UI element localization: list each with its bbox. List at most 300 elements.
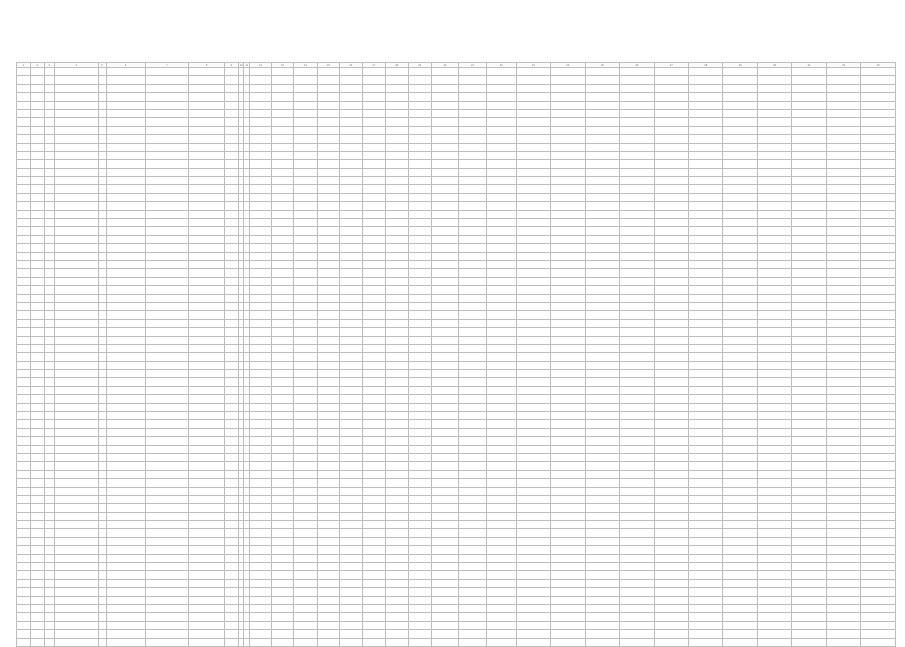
- table-cell: [317, 277, 339, 285]
- table-cell: [792, 605, 826, 613]
- table-cell: [585, 210, 619, 218]
- table-cell: [861, 378, 896, 386]
- table-cell: [339, 554, 362, 562]
- table-cell: [516, 269, 550, 277]
- table-cell: [486, 84, 516, 92]
- table-row: [17, 537, 896, 545]
- table-cell: [723, 395, 757, 403]
- table-cell: [408, 235, 431, 243]
- table-cell: [317, 529, 339, 537]
- table-cell: [585, 487, 619, 495]
- table-cell: [620, 470, 654, 478]
- table-cell: [317, 470, 339, 478]
- table-cell: [30, 395, 44, 403]
- table-cell: [826, 344, 860, 352]
- table-cell: [250, 302, 272, 310]
- table-cell: [54, 479, 98, 487]
- table-cell: [189, 168, 225, 176]
- table-cell: [459, 563, 487, 571]
- table-cell: [145, 143, 189, 151]
- table-cell: [654, 160, 688, 168]
- table-cell: [861, 630, 896, 638]
- table-cell: [44, 537, 54, 545]
- table-cell: [44, 554, 54, 562]
- table-cell: [408, 168, 431, 176]
- table-cell: [688, 529, 722, 537]
- table-cell: [224, 563, 238, 571]
- table-cell: [30, 286, 44, 294]
- table-cell: [30, 554, 44, 562]
- table-cell: [271, 84, 293, 92]
- table-cell: [271, 185, 293, 193]
- table-cell: [17, 495, 31, 503]
- table-cell: [224, 495, 238, 503]
- table-cell: [250, 613, 272, 621]
- table-cell: [826, 353, 860, 361]
- table-row: [17, 185, 896, 193]
- table-cell: [98, 403, 106, 411]
- table-cell: [98, 210, 106, 218]
- table-cell: [339, 185, 362, 193]
- table-cell: [362, 512, 385, 520]
- table-cell: [516, 235, 550, 243]
- table-cell: [861, 177, 896, 185]
- table-cell: [620, 101, 654, 109]
- table-cell: [145, 470, 189, 478]
- table-cell: [54, 219, 98, 227]
- table-cell: [585, 588, 619, 596]
- table-cell: [826, 286, 860, 294]
- table-cell: [145, 311, 189, 319]
- table-cell: [106, 227, 145, 235]
- table-cell: [189, 235, 225, 243]
- table-cell: [826, 177, 860, 185]
- table-cell: [826, 252, 860, 260]
- table-cell: [250, 403, 272, 411]
- table-cell: [145, 495, 189, 503]
- table-cell: [516, 336, 550, 344]
- table-cell: [106, 412, 145, 420]
- table-cell: [250, 260, 272, 268]
- table-cell: [106, 353, 145, 361]
- table-cell: [459, 269, 487, 277]
- table-cell: [293, 596, 317, 604]
- table-cell: [431, 277, 459, 285]
- table-cell: [620, 109, 654, 117]
- table-cell: [826, 596, 860, 604]
- table-cell: [654, 479, 688, 487]
- table-cell: [861, 588, 896, 596]
- table-row: [17, 563, 896, 571]
- table-cell: [585, 579, 619, 587]
- table-cell: [145, 412, 189, 420]
- table-cell: [250, 470, 272, 478]
- table-cell: [339, 563, 362, 571]
- table-cell: [98, 579, 106, 587]
- table-cell: [44, 260, 54, 268]
- table-row: [17, 328, 896, 336]
- table-cell: [385, 621, 408, 629]
- table-cell: [861, 135, 896, 143]
- table-cell: [723, 437, 757, 445]
- table-cell: [250, 386, 272, 394]
- table-cell: [516, 453, 550, 461]
- table-row: [17, 420, 896, 428]
- table-cell: [620, 378, 654, 386]
- table-cell: [486, 244, 516, 252]
- table-cell: [54, 202, 98, 210]
- table-cell: [362, 437, 385, 445]
- table-cell: [54, 470, 98, 478]
- table-cell: [516, 638, 550, 646]
- table-cell: [250, 336, 272, 344]
- table-cell: [585, 470, 619, 478]
- table-cell: [385, 84, 408, 92]
- table-cell: [408, 202, 431, 210]
- table-cell: [431, 605, 459, 613]
- table-cell: [654, 336, 688, 344]
- table-cell: [17, 529, 31, 537]
- table-cell: [271, 621, 293, 629]
- table-cell: [516, 479, 550, 487]
- table-cell: [585, 512, 619, 520]
- table-cell: [189, 546, 225, 554]
- table-cell: [459, 227, 487, 235]
- table-cell: [757, 244, 791, 252]
- column-header: 27: [654, 63, 688, 68]
- table-cell: [723, 386, 757, 394]
- table-cell: [17, 219, 31, 227]
- table-cell: [106, 554, 145, 562]
- table-cell: [339, 378, 362, 386]
- table-cell: [54, 361, 98, 369]
- table-cell: [826, 168, 860, 176]
- table-cell: [106, 76, 145, 84]
- table-cell: [551, 126, 585, 134]
- table-cell: [551, 151, 585, 159]
- table-cell: [224, 353, 238, 361]
- table-cell: [362, 93, 385, 101]
- table-cell: [408, 219, 431, 227]
- table-cell: [106, 118, 145, 126]
- table-cell: [408, 512, 431, 520]
- table-cell: [145, 638, 189, 646]
- table-cell: [654, 412, 688, 420]
- table-cell: [688, 537, 722, 545]
- table-cell: [17, 68, 31, 76]
- table-cell: [620, 76, 654, 84]
- table-cell: [459, 109, 487, 117]
- table-cell: [861, 118, 896, 126]
- table-cell: [271, 403, 293, 411]
- table-cell: [757, 445, 791, 453]
- table-cell: [189, 193, 225, 201]
- table-cell: [620, 596, 654, 604]
- table-cell: [317, 588, 339, 596]
- column-header: 23: [516, 63, 550, 68]
- table-cell: [757, 462, 791, 470]
- table-cell: [431, 370, 459, 378]
- table-cell: [271, 118, 293, 126]
- table-cell: [250, 101, 272, 109]
- table-cell: [145, 512, 189, 520]
- table-cell: [551, 563, 585, 571]
- table-cell: [551, 277, 585, 285]
- table-cell: [551, 420, 585, 428]
- table-cell: [723, 554, 757, 562]
- table-cell: [339, 479, 362, 487]
- table-cell: [271, 68, 293, 76]
- table-cell: [459, 395, 487, 403]
- table-cell: [44, 210, 54, 218]
- table-cell: [431, 529, 459, 537]
- table-cell: [792, 336, 826, 344]
- table-cell: [54, 605, 98, 613]
- table-cell: [317, 563, 339, 571]
- table-row: [17, 353, 896, 361]
- table-cell: [189, 177, 225, 185]
- table-cell: [486, 118, 516, 126]
- table-cell: [654, 428, 688, 436]
- table-cell: [106, 344, 145, 352]
- table-cell: [551, 554, 585, 562]
- table-cell: [224, 260, 238, 268]
- table-row: [17, 277, 896, 285]
- table-cell: [431, 68, 459, 76]
- table-cell: [551, 185, 585, 193]
- table-cell: [486, 412, 516, 420]
- table-cell: [17, 135, 31, 143]
- table-cell: [723, 546, 757, 554]
- table-cell: [459, 302, 487, 310]
- table-cell: [385, 202, 408, 210]
- table-cell: [408, 395, 431, 403]
- table-cell: [792, 495, 826, 503]
- table-cell: [459, 437, 487, 445]
- table-cell: [459, 521, 487, 529]
- table-cell: [585, 252, 619, 260]
- table-cell: [271, 160, 293, 168]
- table-cell: [826, 93, 860, 101]
- table-cell: [486, 487, 516, 495]
- table-cell: [145, 84, 189, 92]
- table-cell: [17, 521, 31, 529]
- table-cell: [293, 84, 317, 92]
- table-cell: [385, 638, 408, 646]
- table-cell: [106, 470, 145, 478]
- table-cell: [106, 504, 145, 512]
- table-cell: [339, 118, 362, 126]
- table-cell: [30, 168, 44, 176]
- table-cell: [620, 504, 654, 512]
- table-cell: [271, 269, 293, 277]
- table-cell: [250, 395, 272, 403]
- table-cell: [516, 177, 550, 185]
- table-cell: [44, 521, 54, 529]
- table-cell: [250, 193, 272, 201]
- table-cell: [688, 219, 722, 227]
- table-cell: [459, 621, 487, 629]
- table-cell: [317, 93, 339, 101]
- table-cell: [723, 76, 757, 84]
- table-cell: [688, 328, 722, 336]
- table-cell: [17, 311, 31, 319]
- table-cell: [757, 160, 791, 168]
- table-cell: [431, 219, 459, 227]
- table-cell: [723, 219, 757, 227]
- table-cell: [861, 412, 896, 420]
- table-cell: [271, 495, 293, 503]
- table-cell: [98, 487, 106, 495]
- table-cell: [861, 596, 896, 604]
- table-cell: [17, 537, 31, 545]
- table-cell: [271, 554, 293, 562]
- table-cell: [408, 428, 431, 436]
- table-cell: [385, 101, 408, 109]
- table-cell: [654, 521, 688, 529]
- table-cell: [654, 613, 688, 621]
- table-cell: [551, 269, 585, 277]
- table-cell: [826, 495, 860, 503]
- table-cell: [98, 395, 106, 403]
- table-cell: [688, 386, 722, 394]
- table-cell: [224, 638, 238, 646]
- table-cell: [106, 495, 145, 503]
- table-cell: [44, 269, 54, 277]
- table-cell: [98, 269, 106, 277]
- table-cell: [861, 512, 896, 520]
- table-cell: [317, 109, 339, 117]
- table-cell: [551, 613, 585, 621]
- table-cell: [408, 554, 431, 562]
- table-cell: [317, 244, 339, 252]
- column-header: 25: [585, 63, 619, 68]
- table-cell: [551, 328, 585, 336]
- table-cell: [317, 336, 339, 344]
- table-row: [17, 462, 896, 470]
- table-cell: [585, 126, 619, 134]
- table-cell: [757, 554, 791, 562]
- table-cell: [861, 252, 896, 260]
- table-cell: [654, 286, 688, 294]
- table-cell: [620, 286, 654, 294]
- table-cell: [757, 613, 791, 621]
- table-cell: [189, 588, 225, 596]
- table-cell: [431, 445, 459, 453]
- table-cell: [317, 311, 339, 319]
- table-cell: [54, 428, 98, 436]
- table-cell: [189, 76, 225, 84]
- table-cell: [757, 605, 791, 613]
- table-cell: [585, 420, 619, 428]
- table-cell: [271, 579, 293, 587]
- table-cell: [271, 386, 293, 394]
- table-cell: [362, 613, 385, 621]
- table-cell: [145, 235, 189, 243]
- table-cell: [44, 453, 54, 461]
- table-cell: [585, 244, 619, 252]
- table-cell: [339, 638, 362, 646]
- table-cell: [189, 361, 225, 369]
- table-cell: [826, 621, 860, 629]
- table-cell: [17, 143, 31, 151]
- table-cell: [757, 219, 791, 227]
- table-cell: [44, 353, 54, 361]
- table-cell: [362, 101, 385, 109]
- table-cell: [486, 252, 516, 260]
- table-row: [17, 445, 896, 453]
- table-cell: [486, 361, 516, 369]
- table-cell: [861, 126, 896, 134]
- table-cell: [792, 370, 826, 378]
- table-cell: [486, 495, 516, 503]
- table-cell: [723, 487, 757, 495]
- table-cell: [224, 294, 238, 302]
- table-cell: [17, 596, 31, 604]
- table-cell: [826, 135, 860, 143]
- table-cell: [362, 168, 385, 176]
- table-cell: [408, 143, 431, 151]
- table-cell: [224, 336, 238, 344]
- table-cell: [861, 537, 896, 545]
- table-cell: [486, 235, 516, 243]
- table-cell: [723, 462, 757, 470]
- table-cell: [408, 445, 431, 453]
- table-cell: [516, 344, 550, 352]
- table-cell: [723, 370, 757, 378]
- table-cell: [385, 428, 408, 436]
- table-cell: [620, 277, 654, 285]
- table-cell: [486, 328, 516, 336]
- table-cell: [688, 84, 722, 92]
- table-cell: [620, 605, 654, 613]
- table-cell: [44, 596, 54, 604]
- table-cell: [317, 101, 339, 109]
- table-cell: [189, 109, 225, 117]
- table-cell: [826, 579, 860, 587]
- table-cell: [317, 487, 339, 495]
- table-cell: [486, 210, 516, 218]
- table-cell: [861, 487, 896, 495]
- table-cell: [723, 596, 757, 604]
- table-cell: [792, 596, 826, 604]
- table-cell: [54, 395, 98, 403]
- table-cell: [431, 412, 459, 420]
- table-cell: [723, 319, 757, 327]
- table-cell: [44, 68, 54, 76]
- table-row: [17, 302, 896, 310]
- table-cell: [30, 344, 44, 352]
- table-cell: [486, 143, 516, 151]
- column-header: 9: [224, 63, 238, 68]
- table-cell: [17, 84, 31, 92]
- table-cell: [431, 563, 459, 571]
- table-cell: [459, 403, 487, 411]
- table-cell: [98, 101, 106, 109]
- table-cell: [317, 235, 339, 243]
- table-cell: [486, 185, 516, 193]
- table-cell: [317, 546, 339, 554]
- table-cell: [98, 68, 106, 76]
- table-cell: [757, 571, 791, 579]
- table-cell: [54, 437, 98, 445]
- table-cell: [688, 202, 722, 210]
- table-cell: [486, 109, 516, 117]
- table-cell: [250, 135, 272, 143]
- table-cell: [757, 529, 791, 537]
- table-cell: [408, 151, 431, 159]
- table-cell: [317, 504, 339, 512]
